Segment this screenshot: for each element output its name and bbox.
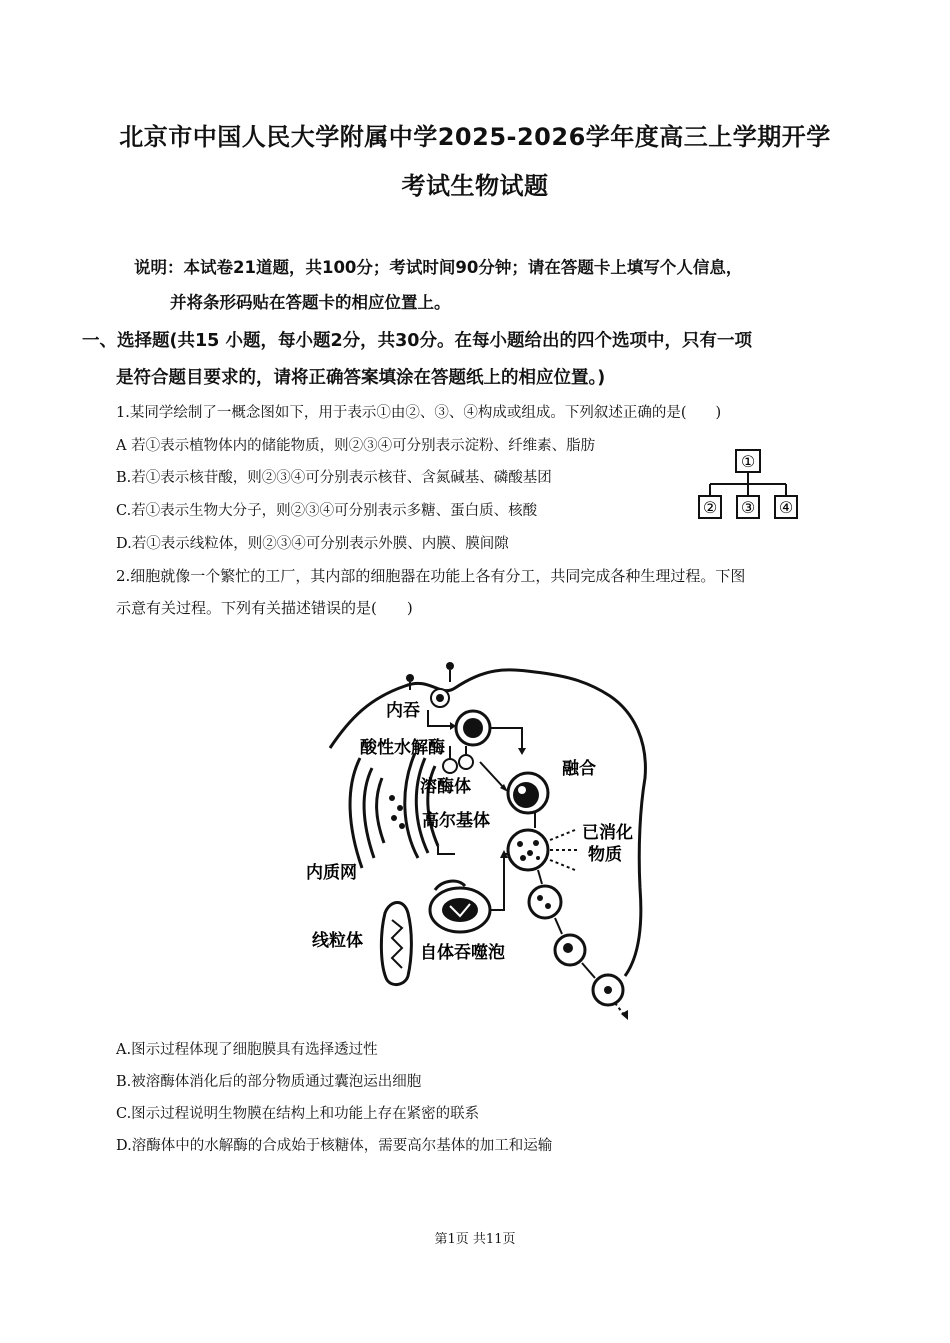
section-header-line-2: 是符合题目要求的，请将正确答案填涂在答题纸上的相应位置。)	[116, 368, 606, 388]
label-acid-hydrolase: 酸性水解酶	[360, 738, 445, 758]
q2-option-b: B.被溶酶体消化后的部分物质通过囊泡运出细胞	[116, 1074, 422, 1090]
label-digested-1: 已消化	[582, 823, 633, 843]
label-digested-2: 物质	[588, 845, 622, 865]
q1-stem: 1.某同学绘制了一概念图如下，用于表示①由②、③、④构成或组成。下列叙述正确的是( )	[116, 405, 722, 421]
page-footer: 第1页 共11页	[434, 1232, 516, 1247]
q2-stem-line-1: 2.细胞就像一个繁忙的工厂，其内部的细胞器在功能上各有分工，共同完成各种生理过程。下图	[116, 567, 746, 585]
section-header-line-1: 一、选择题(共15 小题，每小题2分，共30分。在每小题给出的四个选项中，只有一项	[82, 331, 752, 351]
cell-process-figure	[290, 658, 670, 1023]
label-mitochondrion: 线粒体	[312, 931, 363, 951]
title-line-1: 北京市中国人民大学附属中学2025-2026学年度高三上学期开学	[119, 123, 831, 151]
concept-label-4: ④	[778, 498, 794, 517]
er-structure	[350, 758, 384, 868]
q1-option-a: A 若①表示植物体内的储能物质，则②③④可分别表示淀粉、纤维素、脂肪	[116, 438, 596, 454]
concept-map-diagram	[690, 444, 802, 526]
label-golgi: 高尔基体	[422, 811, 490, 831]
digested-arrows	[550, 830, 578, 870]
instructions-line-1: 说明：本试卷21道题，共100分；考试时间90分钟；请在答题卡上填写个人信息，	[134, 258, 743, 277]
golgi-structure	[405, 753, 438, 858]
concept-label-3: ③	[740, 498, 756, 517]
label-lysosome: 溶酶体	[420, 777, 471, 797]
label-autophagosome: 自体吞噬泡	[420, 943, 505, 963]
instructions-line-2: 并将条形码贴在答题卡的相应位置上。	[170, 293, 451, 312]
lysosome-2	[459, 755, 473, 769]
q2-option-d: D.溶酶体中的水解酶的合成始于核糖体，需要高尔基体的加工和运输	[116, 1138, 553, 1154]
q1-option-d: D.若①表示线粒体，则②③④可分别表示外膜、内膜、膜间隙	[116, 536, 509, 552]
label-er: 内质网	[306, 863, 357, 883]
q2-stem-line-2: 示意有关过程。下列有关描述错误的是( )	[116, 599, 413, 617]
q1-option-b: B.若①表示核苷酸，则②③④可分别表示核苷、含氮碱基、磷酸基团	[116, 470, 552, 486]
lysosome-1	[443, 759, 457, 773]
label-fusion: 融合	[562, 759, 596, 779]
label-endocytosis: 内吞	[386, 701, 420, 721]
q1-option-c: C.若①表示生物大分子，则②③④可分别表示多糖、蛋白质、核酸	[116, 503, 538, 519]
transport-vesicles	[389, 795, 405, 829]
concept-label-top: ①	[740, 452, 756, 471]
residual-body-1	[529, 886, 561, 918]
title-line-2: 考试生物试题	[401, 172, 549, 200]
q2-option-a: A.图示过程体现了细胞膜具有选择透过性	[116, 1042, 378, 1058]
digesting-vesicle	[508, 830, 548, 870]
concept-label-2: ②	[702, 498, 718, 517]
q2-option-c: C.图示过程说明生物膜在结构上和功能上存在紧密的联系	[116, 1106, 480, 1122]
